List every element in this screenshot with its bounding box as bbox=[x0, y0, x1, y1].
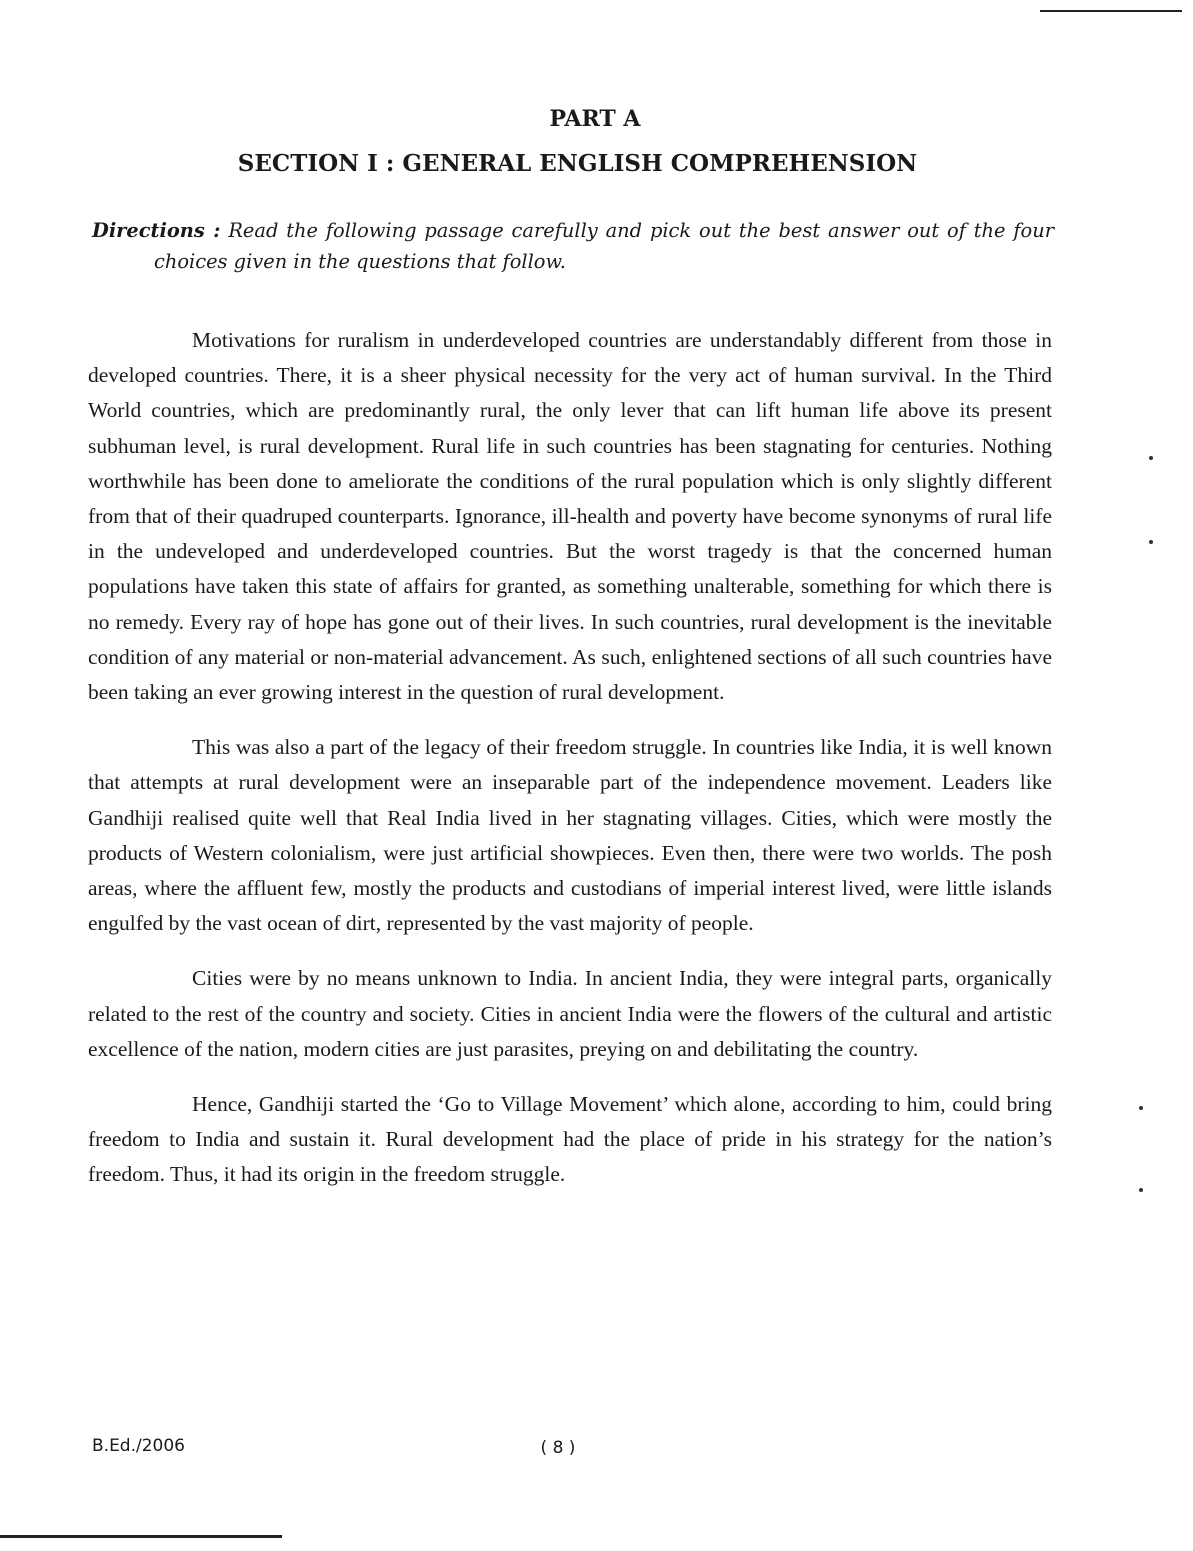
bottom-rule-line bbox=[0, 1535, 282, 1538]
scan-speck bbox=[1139, 1188, 1143, 1192]
directions-label: Directions : bbox=[92, 219, 221, 242]
passage-paragraph-4: Hence, Gandhiji started the ‘Go to Village Movement’ which alone, according to him, could bring freedom to India and sustain it. Rural development had the place of pride in his strategy for the nation’s freedom. Thus, it had its origin in the freedom struggle. bbox=[88, 1092, 1052, 1187]
section-title: SECTION I : GENERAL ENGLISH COMPREHENSION bbox=[237, 150, 918, 177]
directions-text: Read the following passage carefully and pick out the best answer out of the four choices given in the questions that follow. bbox=[154, 219, 1054, 273]
passage-paragraph-3: Cities were by no means unknown to India. In ancient India, they were integral parts, organically related to the rest of the country and society. Cities in ancient India were the flowers of the cultural and artistic excellence of the nation, modern cities are just parasites, preying on and debilitating the country. bbox=[88, 966, 1052, 1061]
scan-speck bbox=[1149, 540, 1153, 544]
passage-paragraph-1: Motivations for ruralism in underdeveloped countries are understandably different from those in developed countries. There, it is a sheer physical necessity for the very act of human survival. In the Third World countries, which are predominantly rural, the only lever that can lift human life above its present subhuman level, is rural development. Rural life in such countries has been stagnating for centuries. Nothing worthwhile has been done to ameliorate the conditions of the rural population which is only slightly different from that of their quadruped counterparts. Ignorance, ill-health and poverty have become synonyms of rural life in the undeveloped and underdeveloped countries. But the worst tragedy is that the concerned human populations have taken this state of affairs for granted, as something unalterable, something for which there is no remedy. Every ray of hope has gone out of their lives. In such countries, rural development is the inevitable condition of any material or non-material advancement. As such, enlightened sections of all such countries have been taking an ever growing interest in the question of rural development. bbox=[88, 328, 1052, 705]
exam-code: B.Ed./2006 bbox=[92, 1436, 185, 1456]
scan-speck bbox=[1149, 456, 1153, 460]
scan-speck bbox=[1139, 1106, 1143, 1110]
comprehension-passage bbox=[88, 323, 1052, 1213]
passage-paragraph-2: This was also a part of the legacy of their freedom struggle. In countries like India, it is well known that attempts at rural development were an inseparable part of the independence movement. Leaders like Gandhiji realised quite well that Real India lived in her stagnating villages. Cities, which were mostly the products of Western colonialism, were just artificial showpieces. Even then, there were two worlds. The posh areas, where the affluent few, mostly the products and custodians of imperial interest lived, were little islands engulfed by the vast ocean of dirt, represented by the vast majority of people. bbox=[88, 735, 1052, 936]
part-title: PART A bbox=[549, 106, 641, 132]
page-number: ( 8 ) bbox=[540, 1438, 576, 1458]
directions bbox=[92, 215, 1054, 277]
top-rule-line bbox=[1040, 10, 1182, 12]
